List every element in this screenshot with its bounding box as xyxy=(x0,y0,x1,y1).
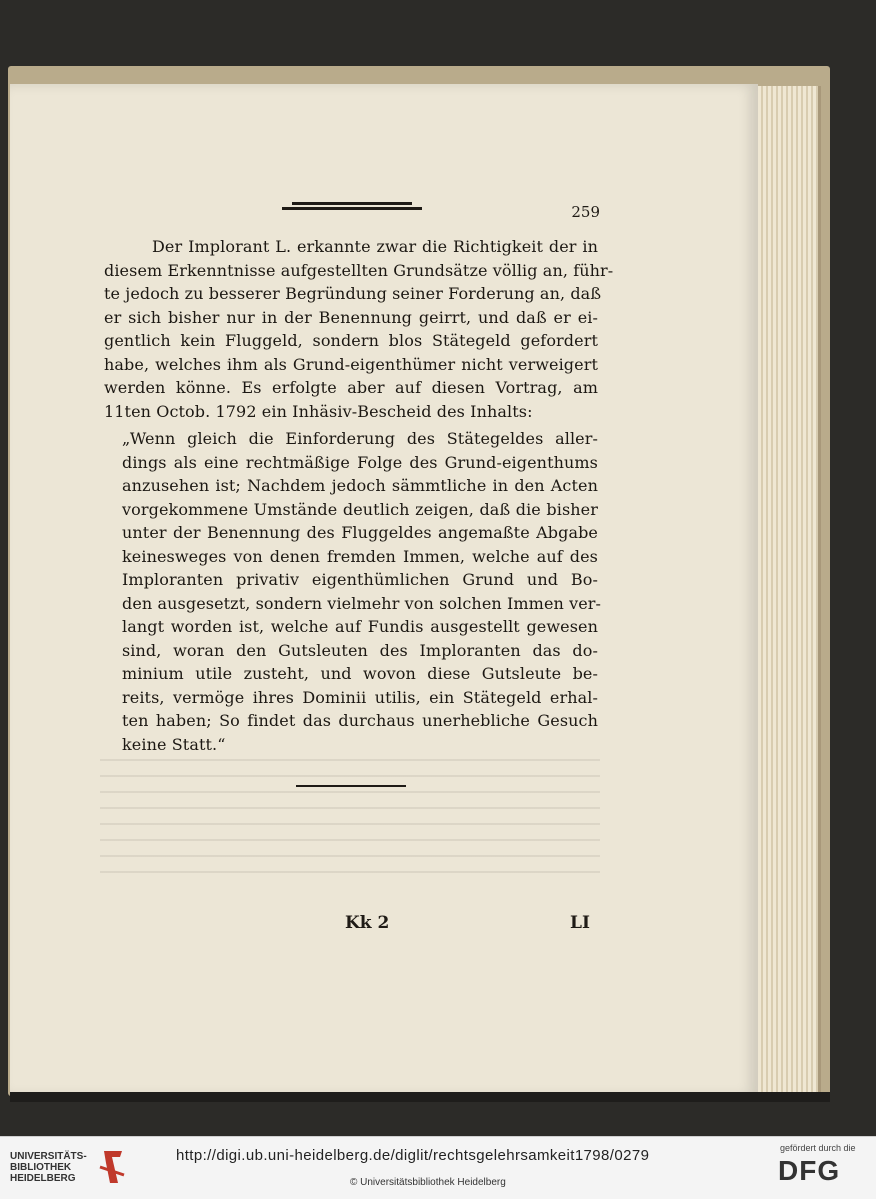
text-line: 11ten Octob. 1792 ein Inhäsiv-Bescheid des Inhalts: xyxy=(104,401,533,421)
header-rule xyxy=(282,202,422,210)
text-line: Imploranten privativ eigenthümlichen Grund und Bo- xyxy=(122,570,598,589)
text-line: den ausgesetzt, sondern vielmehr von solchen Immen ver- xyxy=(122,593,602,613)
funder-caption: gefördert durch die xyxy=(780,1143,856,1153)
text-line: werden könne. Es erfolgte aber auf diesen Vortrag, am xyxy=(104,378,598,397)
text-line: gentlich kein Fluggeld, sondern blos Stätegeld gefordert xyxy=(104,331,598,350)
text-line: reits, vermöge ihres Dominii utilis, ein Stätegeld erhal- xyxy=(122,687,598,707)
text-line: diesem Erkenntnisse aufgestellten Grundsätze völlig an, führ- xyxy=(104,260,614,280)
copyright-notice: © Universitätsbibliothek Heidelberg xyxy=(350,1177,506,1188)
text-line: dings als eine rechtmäßige Folge des Grund-eigenthums xyxy=(122,452,598,472)
text-line: Der Implorant L. erkannte zwar die Richtigkeit der in xyxy=(152,237,598,256)
dfg-logo[interactable]: DFG xyxy=(778,1155,841,1186)
section-rule xyxy=(296,785,406,787)
text-line: habe, welches ihm als Grund-eigenthümer nicht verweigert xyxy=(104,354,598,374)
body-text xyxy=(104,235,614,756)
catchword: LI xyxy=(570,913,590,933)
text-line: minium utile zusteht, und wovon diese Gutsleute be- xyxy=(122,664,598,683)
text-line: anzusehen ist; Nachdem jedoch sämmtliche in den Acten xyxy=(122,476,598,495)
page-number: 259 xyxy=(571,203,600,221)
text-line: ten haben; So findet das durchaus unerhebliche Gesuch xyxy=(122,711,598,730)
viewer-footer xyxy=(0,1136,876,1199)
text-line: keinesweges von denen fremden Immen, welche auf des xyxy=(122,546,598,566)
library-emblem-icon xyxy=(98,1147,128,1187)
text-line: er sich bisher nur in der Benennung geirrt, und daß er ei- xyxy=(104,307,598,327)
page-shadow xyxy=(10,1092,830,1102)
text-line: langt worden ist, welche auf Fundis ausgestellt gewesen xyxy=(122,617,598,636)
text-line: te jedoch zu besserer Begründung seiner Forderung an, daß xyxy=(104,284,602,303)
text-line: keine Statt.“ xyxy=(122,734,226,754)
library-logo[interactable] xyxy=(10,1151,130,1191)
text-line: vorgekommene Umstände deutlich zeigen, daß die bisher xyxy=(122,499,598,519)
text-line: unter der Benennung des Fluggeldes angemaßte Abgabe xyxy=(122,523,598,542)
bleed-through-texture xyxy=(100,745,600,885)
page-block-edge xyxy=(748,86,821,1092)
permalink-url[interactable]: http://digi.ub.uni-heidelberg.de/diglit/rechtsgelehrsamkeit1798/0279 xyxy=(176,1147,650,1164)
library-name: UNIVERSITÄTS- BIBLIOTHEK HEIDELBERG xyxy=(10,1151,87,1184)
text-line: sind, woran den Gutsleuten des Imploranten das do- xyxy=(122,640,598,660)
signature-mark: Kk 2 xyxy=(345,913,390,933)
text-line: „Wenn gleich die Einforderung des Stätegeldes aller- xyxy=(122,429,598,448)
